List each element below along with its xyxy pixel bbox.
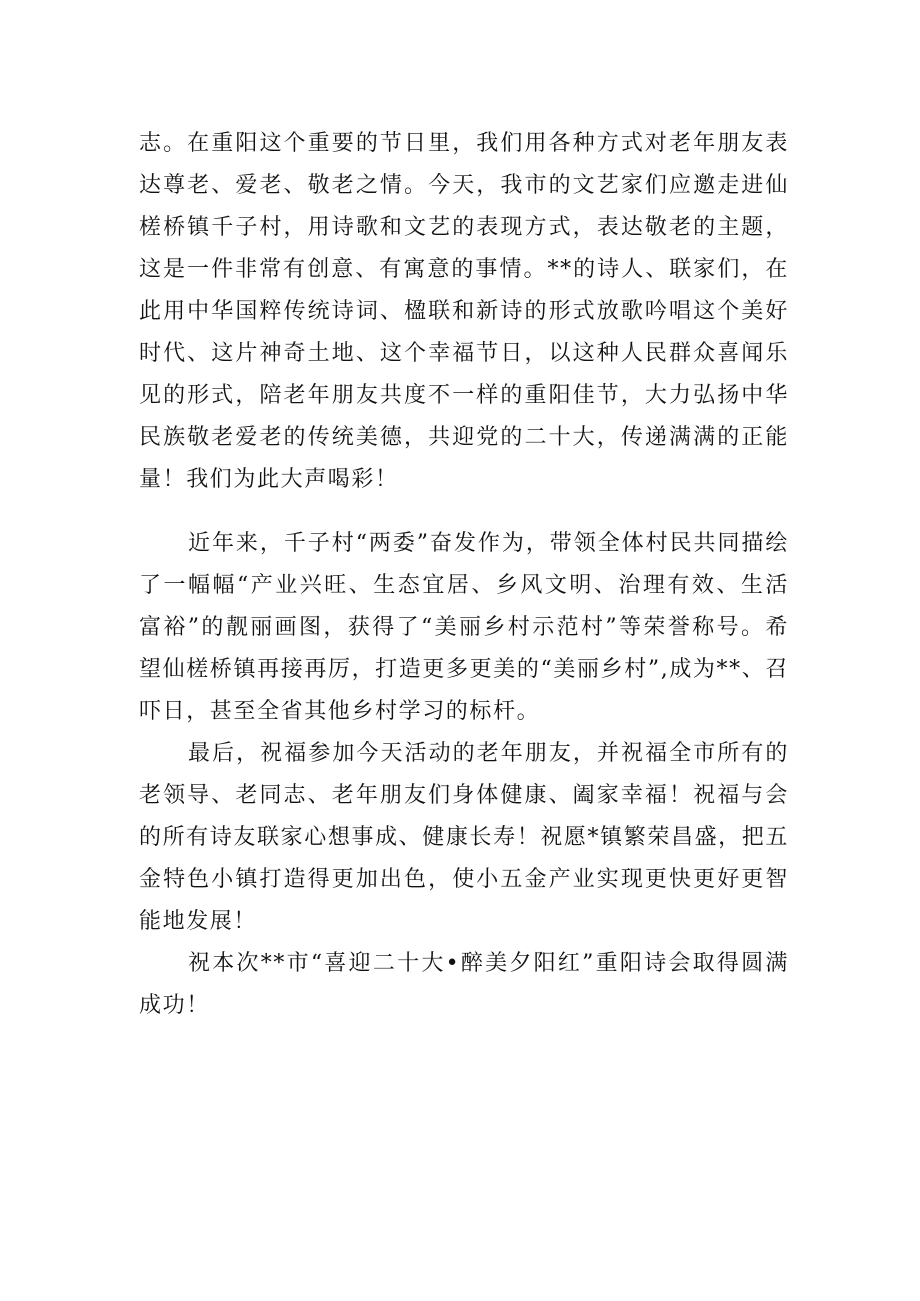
document-body [139, 123, 789, 1027]
paragraph-4: 祝本次**市“喜迎二十大•醉美夕阳红”重阳诗会取得圆满成功！ [139, 951, 789, 1018]
paragraph-1: 志。在重阳这个重要的节日里，我们用各种方式对老年朋友表达尊老、爱老、敬老之情。今天，我市的文艺家们应邀走进仙槎桥镇千子村，用诗歌和文艺的表现方式，表达敬老的主题，这是一件非常有创意、有寓意的事情。**的诗人、联家们，在此用中华国粹传统诗词、楹联和新诗的形式放歌吟唱这个美好时代、这片神奇土地、这个幸福节日，以这种人民群众喜闻乐见的形式，陪老年朋友共度不一样的重阳佳节，大力弘扬中华民族敬老爱老的传统美德，共迎党的二十大，传递满满的正能量！我们为此大声喝彩！ [139, 131, 789, 492]
paragraph-2: 近年来，千子村“两委”奋发作为，带领全体村民共同描绘了一幅幅“产业兴旺、生态宜居、乡风文明、治理有效、生活富裕”的靓丽画图，获得了“美丽乡村示范村”等荣誉称号。希望仙槎桥镇再接再厉，打造更多更美的“美丽乡村”,成为**、召吓日，甚至全省其他乡村学习的标杆。 [139, 531, 789, 724]
paragraph-3: 最后，祝福参加今天活动的老年朋友，并祝福全市所有的老领导、老同志、老年朋友们身体健康、阖家幸福！祝福与会的所有诗友联家心想事成、健康长寿！祝愿*镇繁荣昌盛，把五金特色小镇打造得更加出色，使小五金产业实现更快更好更智能地发展！ [139, 741, 789, 934]
